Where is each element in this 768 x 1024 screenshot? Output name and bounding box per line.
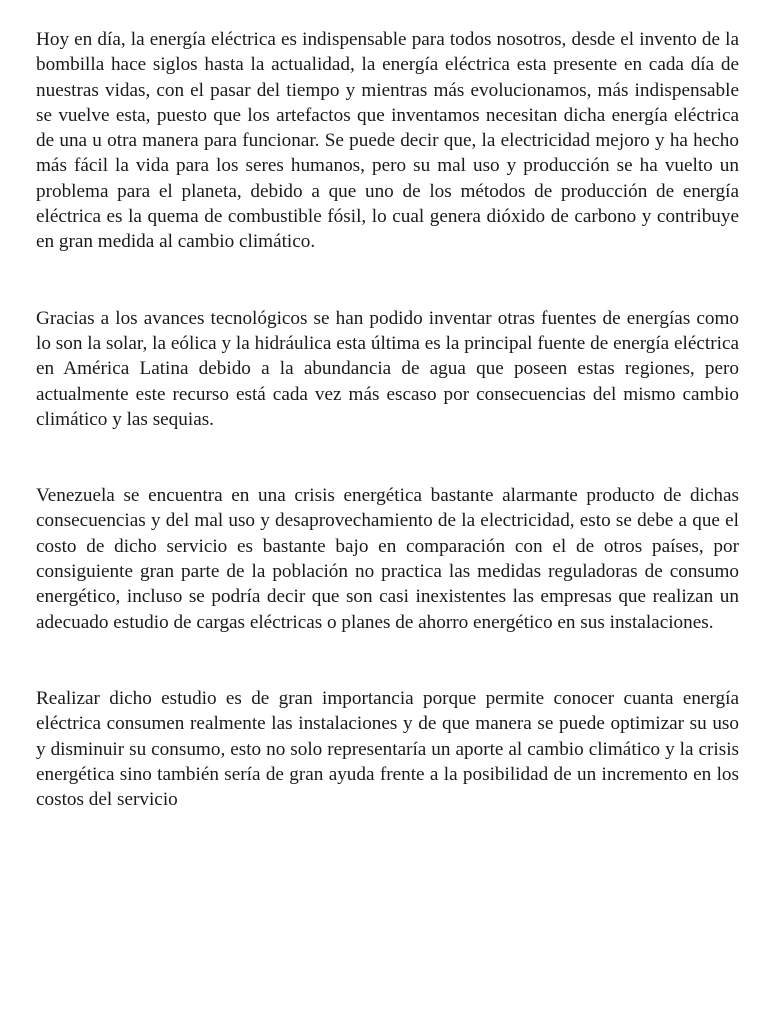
paragraph-3: Venezuela se encuentra en una crisis energética bastante alarmante producto de dichas consecuencias y del mal uso y desaprovechamiento de la electricidad, esto se debe a que el costo de dicho servicio es bastante bajo en comparación con el de otros países, por consiguiente gran parte de la población no practica las medidas reguladoras de consumo energético, incluso se podría decir que son casi inexistentes las empresas que realizan un adecuado estudio de cargas eléctricas o planes de ahorro energético en sus instalaciones. xyxy=(36,485,739,633)
paragraph-2: Gracias a los avances tecnológicos se han podido inventar otras fuentes de energías como lo son la solar, la eólica y la hidráulica esta última es la principal fuente de energía eléctrica en América Latina debido a la abundancia de agua que poseen estas regiones, pero actualmente este recurso está cada vez más escaso por consecuencias del mismo cambio climático y las sequias. xyxy=(36,307,739,430)
paragraph-4: Realizar dicho estudio es de gran importancia porque permite conocer cuanta energía eléctrica consumen realmente las instalaciones y de que manera se puede optimizar su uso y disminuir su consumo, esto no solo representaría un aporte al cambio climático y la crisis energética sino también sería de gran ayuda frente a la posibilidad de un incremento en los costos del servicio xyxy=(36,687,739,811)
document-body xyxy=(36,27,739,812)
paragraph-1: Hoy en día, la energía eléctrica es indispensable para todos nosotros, desde el invento de la bombilla hace siglos hasta la actualidad, la energía eléctrica esta presente en cada día de nuestras vidas, con el pasar del tiempo y mientras más evolucionamos, más indispensable se vuelve esta, puesto que los artefactos que inventamos necesitan dicha energía eléctrica de una u otra manera para funcionar. Se puede decir que, la electricidad mejoro y ha hecho más fácil la vida para los seres humanos, pero su mal uso y producción se ha vuelto un problema para el planeta, debido a que uno de los métodos de producción de energía eléctrica es la quema de combustible fósil, lo cual genera dióxido de carbono y contribuye en gran medida al cambio climático. xyxy=(36,29,739,253)
